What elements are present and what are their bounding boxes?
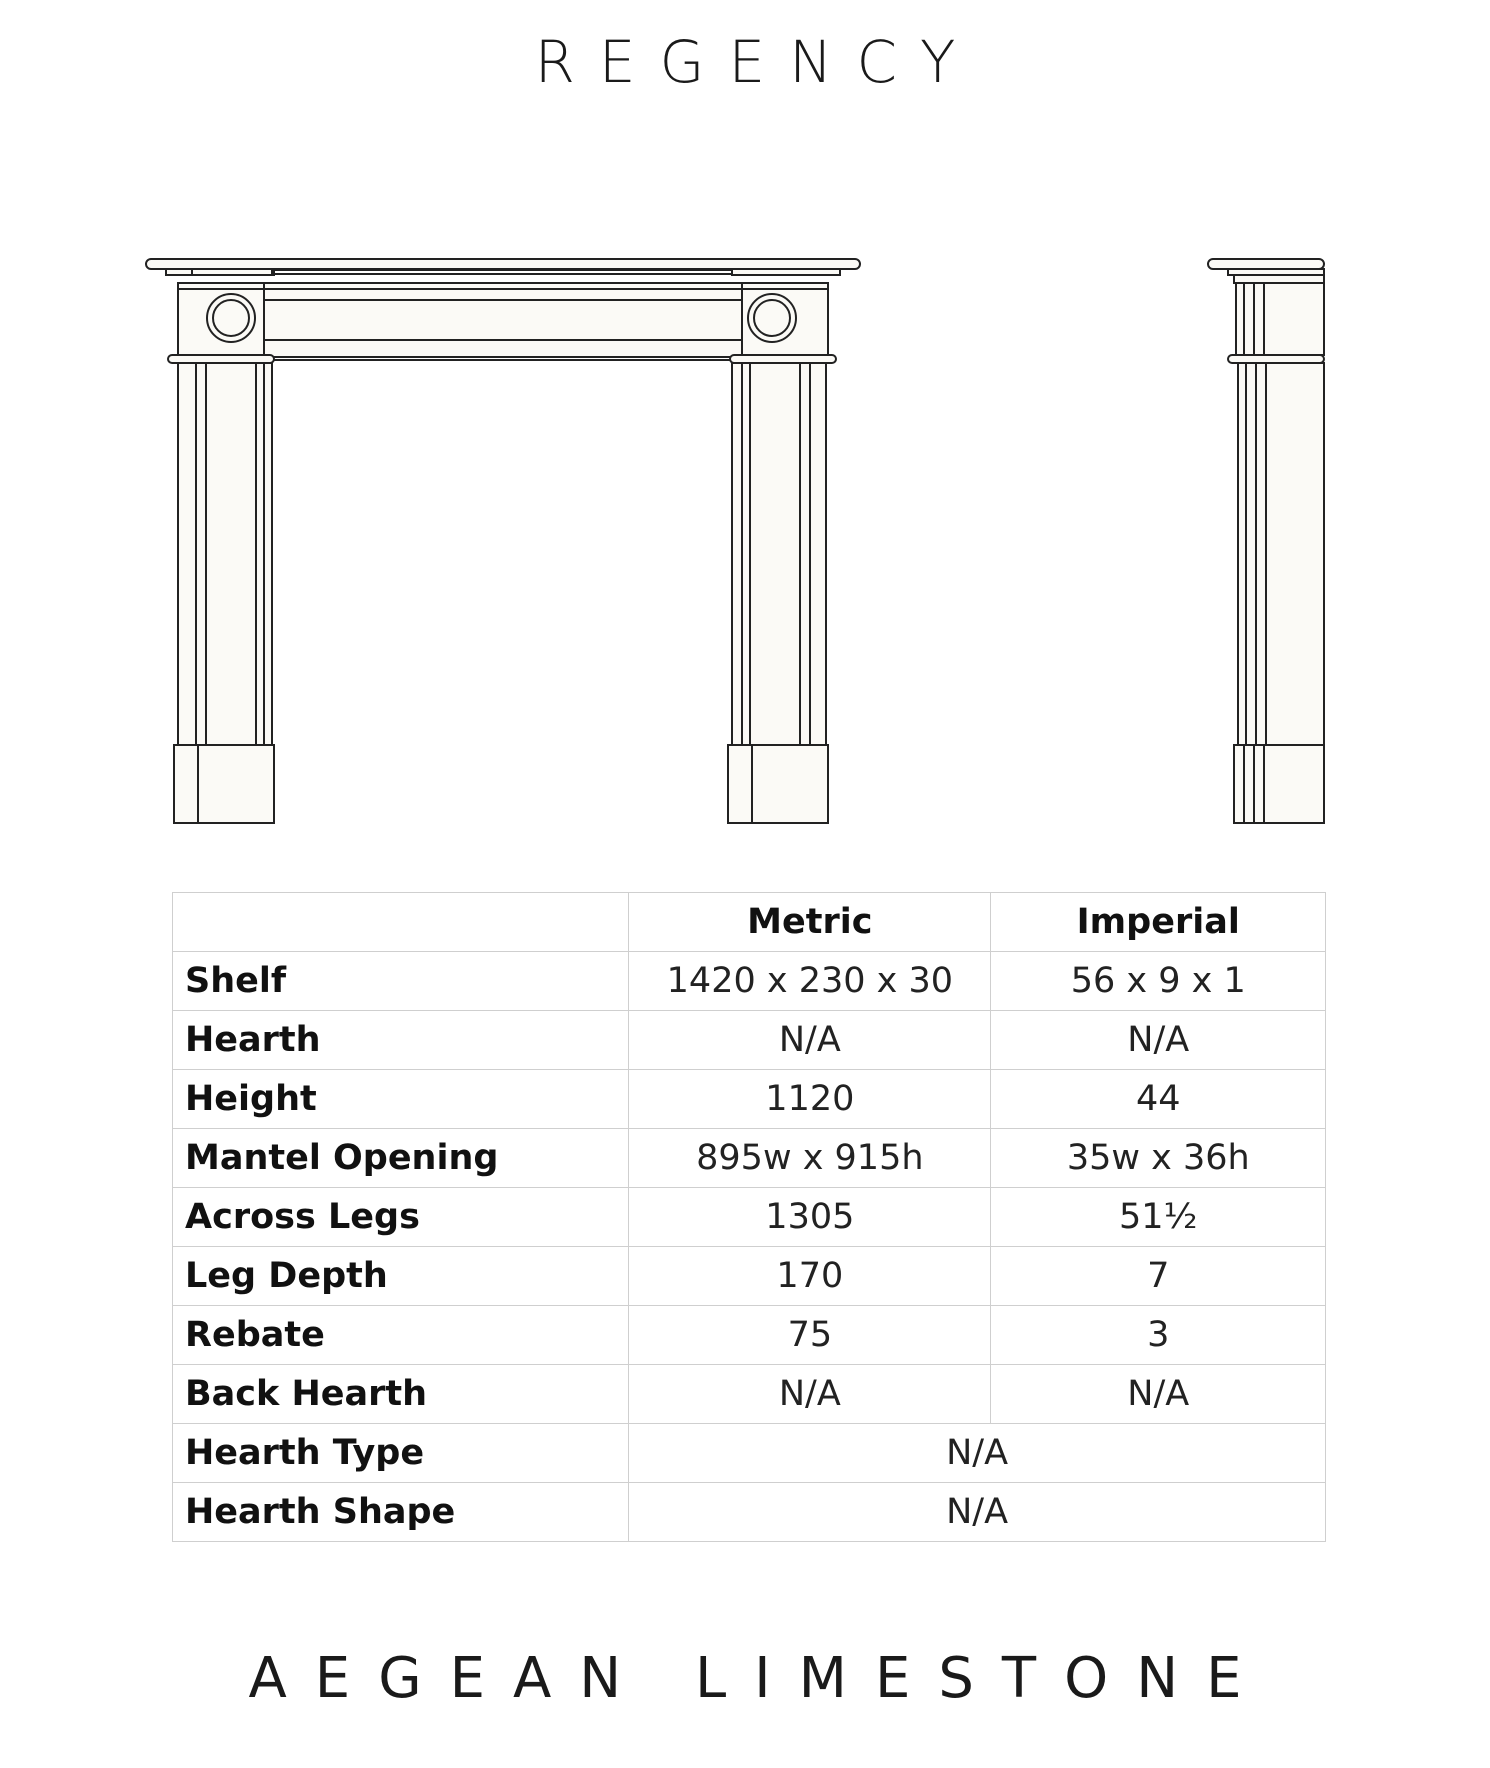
metric-value: N/A <box>629 1365 991 1424</box>
metric-value: 895w x 915h <box>629 1129 991 1188</box>
row-label: Rebate <box>173 1306 629 1365</box>
metric-value: 75 <box>629 1306 991 1365</box>
page-title: REGENCY <box>534 28 980 96</box>
table-row <box>173 952 1326 1011</box>
row-label: Leg Depth <box>173 1247 629 1306</box>
table-row <box>173 1070 1326 1129</box>
fireplace-drawing <box>0 0 1490 860</box>
specifications-table <box>172 892 1326 1542</box>
row-label: Across Legs <box>173 1188 629 1247</box>
imperial-value: N/A <box>991 1011 1326 1070</box>
row-label: Height <box>173 1070 629 1129</box>
row-label: Hearth Shape <box>173 1483 629 1542</box>
table-row <box>173 1424 1326 1483</box>
row-label: Hearth <box>173 1011 629 1070</box>
header-imperial: Imperial <box>991 893 1326 952</box>
merged-value: N/A <box>629 1424 1326 1483</box>
imperial-value: 3 <box>991 1306 1326 1365</box>
metric-value: 1120 <box>629 1070 991 1129</box>
imperial-value: 56 x 9 x 1 <box>991 952 1326 1011</box>
metric-value: 1420 x 230 x 30 <box>629 952 991 1011</box>
imperial-value: 51½ <box>991 1188 1326 1247</box>
table-row <box>173 1188 1326 1247</box>
table-header-row <box>173 893 1326 952</box>
row-label: Mantel Opening <box>173 1129 629 1188</box>
row-label: Back Hearth <box>173 1365 629 1424</box>
imperial-value: 7 <box>991 1247 1326 1306</box>
merged-value: N/A <box>629 1483 1326 1542</box>
row-label: Shelf <box>173 952 629 1011</box>
table-row <box>173 1247 1326 1306</box>
table-row <box>173 1483 1326 1542</box>
table-row <box>173 1306 1326 1365</box>
imperial-value: N/A <box>991 1365 1326 1424</box>
header-blank <box>173 893 629 952</box>
metric-value: N/A <box>629 1011 991 1070</box>
imperial-value: 35w x 36h <box>991 1129 1326 1188</box>
imperial-value: 44 <box>991 1070 1326 1129</box>
row-label: Hearth Type <box>173 1424 629 1483</box>
table-row <box>173 1011 1326 1070</box>
metric-value: 1305 <box>629 1188 991 1247</box>
metric-value: 170 <box>629 1247 991 1306</box>
table-row <box>173 1129 1326 1188</box>
brand-footer: AEGEAN LIMESTONE <box>248 1646 1270 1711</box>
header-metric: Metric <box>629 893 991 952</box>
table-row <box>173 1365 1326 1424</box>
